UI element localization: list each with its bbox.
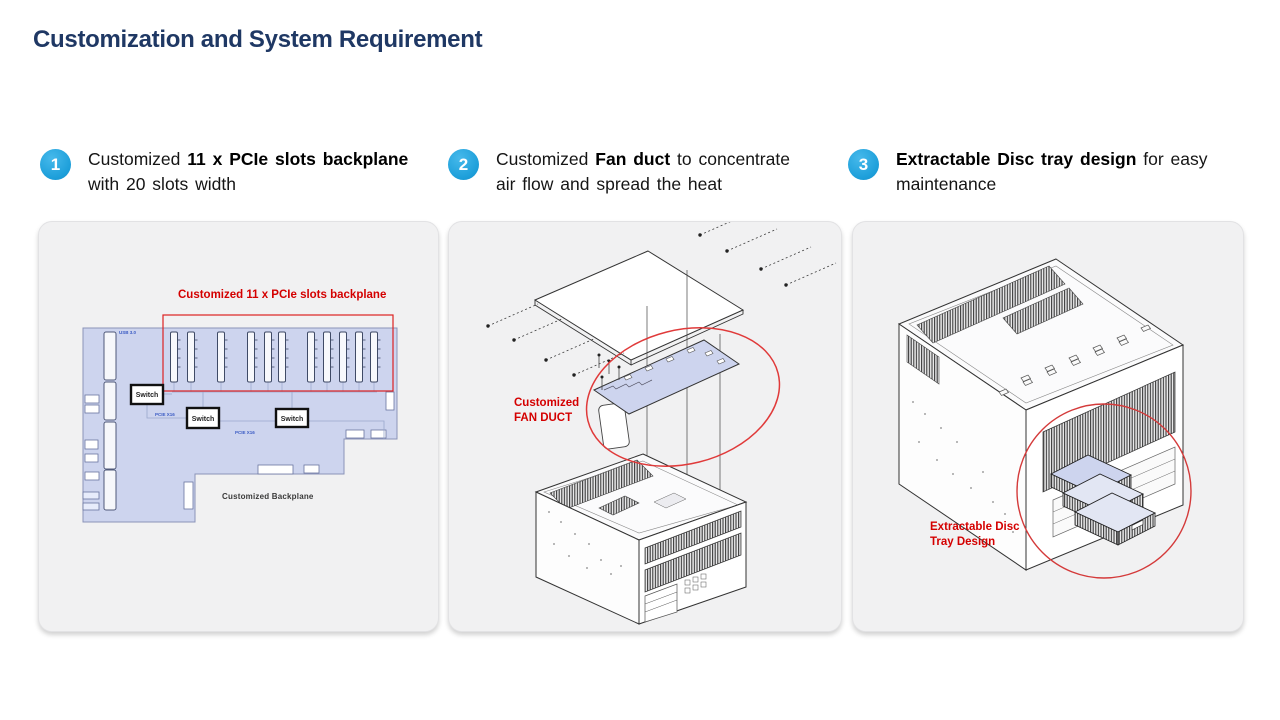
fan-duct-panel [448,221,842,632]
fan-duct-annotation-line2: FAN DUCT [514,412,573,424]
feature-text-3: Extractable Disc tray design for easy maintenance [896,149,1208,194]
backplane-diagram [39,222,438,631]
port-label-usb: USB 3.0 [119,330,137,335]
disc-tray-annotation-line2: Tray Design [930,536,996,548]
number-badge-1: 1 [40,149,71,180]
port-label-pcie-b: PCIE X16 [235,430,255,435]
backplane-caption: Customized Backplane [222,492,314,501]
feature-item-2 [448,147,813,197]
switch-label-2: Switch [191,416,215,423]
feature-text-2: Customized Fan duct to concentrate air flow and spread the heat [496,149,790,194]
backplane-annotation: Customized 11 x PCIe slots backplane [178,289,387,301]
number-badge-2: 2 [448,149,479,180]
disc-tray-diagram [853,222,1243,631]
feature-item-3 [848,147,1223,197]
switch-label-1: Switch [135,392,159,399]
disc-tray-annotation-line1: Extractable Disc [930,521,1020,533]
backplane-panel [38,221,439,632]
chassis-body [536,454,746,624]
fan-duct-annotation-line1: Customized [514,397,580,409]
feature-text-1: Customized 11 x PCIe slots backplane with 20 slots width [88,149,409,194]
switch-label-3: Switch [280,416,304,423]
feature-item-1 [40,147,442,197]
slide-title: Customization and System Requirement [33,26,483,53]
disc-tray-panel [852,221,1244,632]
port-label-pcie-a: PCIE X16 [155,412,175,417]
number-badge-3: 3 [848,149,879,180]
fan-duct-diagram [449,222,841,631]
